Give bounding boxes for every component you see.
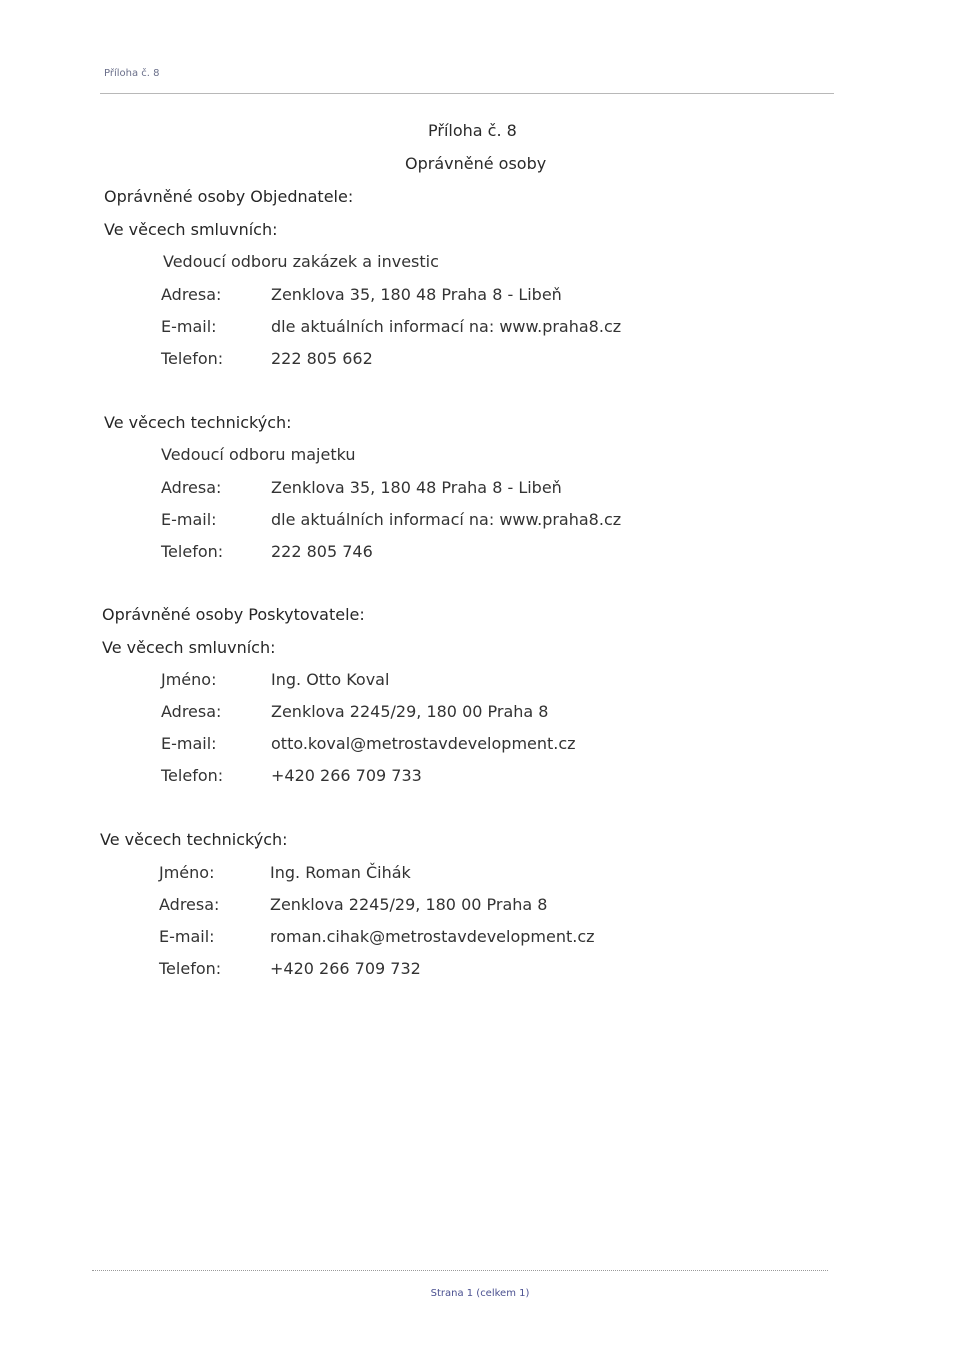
provider-technical-email-label: E-mail: xyxy=(159,927,215,946)
footer-divider xyxy=(92,1270,828,1271)
client-contractual-phone-value: 222 805 662 xyxy=(271,349,373,368)
client-technical-phone-label: Telefon: xyxy=(161,542,224,561)
appendix-number: Příloha č. 8 xyxy=(428,121,517,140)
running-header-label: Příloha č. 8 xyxy=(104,68,160,79)
client-contractual-address-label: Adresa: xyxy=(161,285,222,304)
provider-section-heading: Oprávněné osoby Poskytovatele: xyxy=(102,605,365,624)
provider-contractual-heading: Ve věcech smluvních: xyxy=(102,638,276,657)
client-contractual-email-label: E-mail: xyxy=(161,317,217,336)
provider-contractual-email-value: otto.koval@metrostavdevelopment.cz xyxy=(271,734,576,753)
page-number: Strana 1 (celkem 1) xyxy=(430,1288,530,1299)
client-contractual-email-value: dle aktuálních informací na: www.praha8.cz xyxy=(271,317,622,336)
client-technical-role: Vedoucí odboru majetku xyxy=(161,445,356,464)
provider-contractual-email-label: E-mail: xyxy=(161,734,217,753)
client-contractual-role: Vedoucí odboru zakázek a investic xyxy=(163,252,439,271)
client-technical-heading: Ve věcech technických: xyxy=(104,413,292,432)
provider-technical-address-label: Adresa: xyxy=(159,895,220,914)
header-divider xyxy=(100,93,834,94)
client-contractual-address-value: Zenklova 35, 180 48 Praha 8 - Libeň xyxy=(271,285,562,304)
document-title: Oprávněné osoby xyxy=(405,154,547,173)
client-technical-email-value: dle aktuálních informací na: www.praha8.cz xyxy=(271,510,622,529)
client-contractual-heading: Ve věcech smluvních: xyxy=(104,220,278,239)
client-technical-address-label: Adresa: xyxy=(161,478,222,497)
provider-contractual-address-value: Zenklova 2245/29, 180 00 Praha 8 xyxy=(271,702,549,721)
provider-technical-name-value: Ing. Roman Čihák xyxy=(270,863,411,882)
provider-contractual-phone-value: +420 266 709 733 xyxy=(271,766,422,785)
provider-technical-address-value: Zenklova 2245/29, 180 00 Praha 8 xyxy=(270,895,548,914)
provider-technical-email-value: roman.cihak@metrostavdevelopment.cz xyxy=(270,927,595,946)
client-technical-address-value: Zenklova 35, 180 48 Praha 8 - Libeň xyxy=(271,478,562,497)
provider-contractual-phone-label: Telefon: xyxy=(161,766,224,785)
provider-technical-phone-label: Telefon: xyxy=(159,959,222,978)
provider-technical-phone-value: +420 266 709 732 xyxy=(270,959,421,978)
provider-contractual-name-label: Jméno: xyxy=(161,670,217,689)
provider-contractual-address-label: Adresa: xyxy=(161,702,222,721)
provider-technical-name-label: Jméno: xyxy=(159,863,215,882)
client-section-heading: Oprávněné osoby Objednatele: xyxy=(104,187,354,206)
client-technical-email-label: E-mail: xyxy=(161,510,217,529)
client-technical-phone-value: 222 805 746 xyxy=(271,542,373,561)
provider-technical-heading: Ve věcech technických: xyxy=(100,830,288,849)
provider-contractual-name-value: Ing. Otto Koval xyxy=(271,670,390,689)
client-contractual-phone-label: Telefon: xyxy=(161,349,224,368)
